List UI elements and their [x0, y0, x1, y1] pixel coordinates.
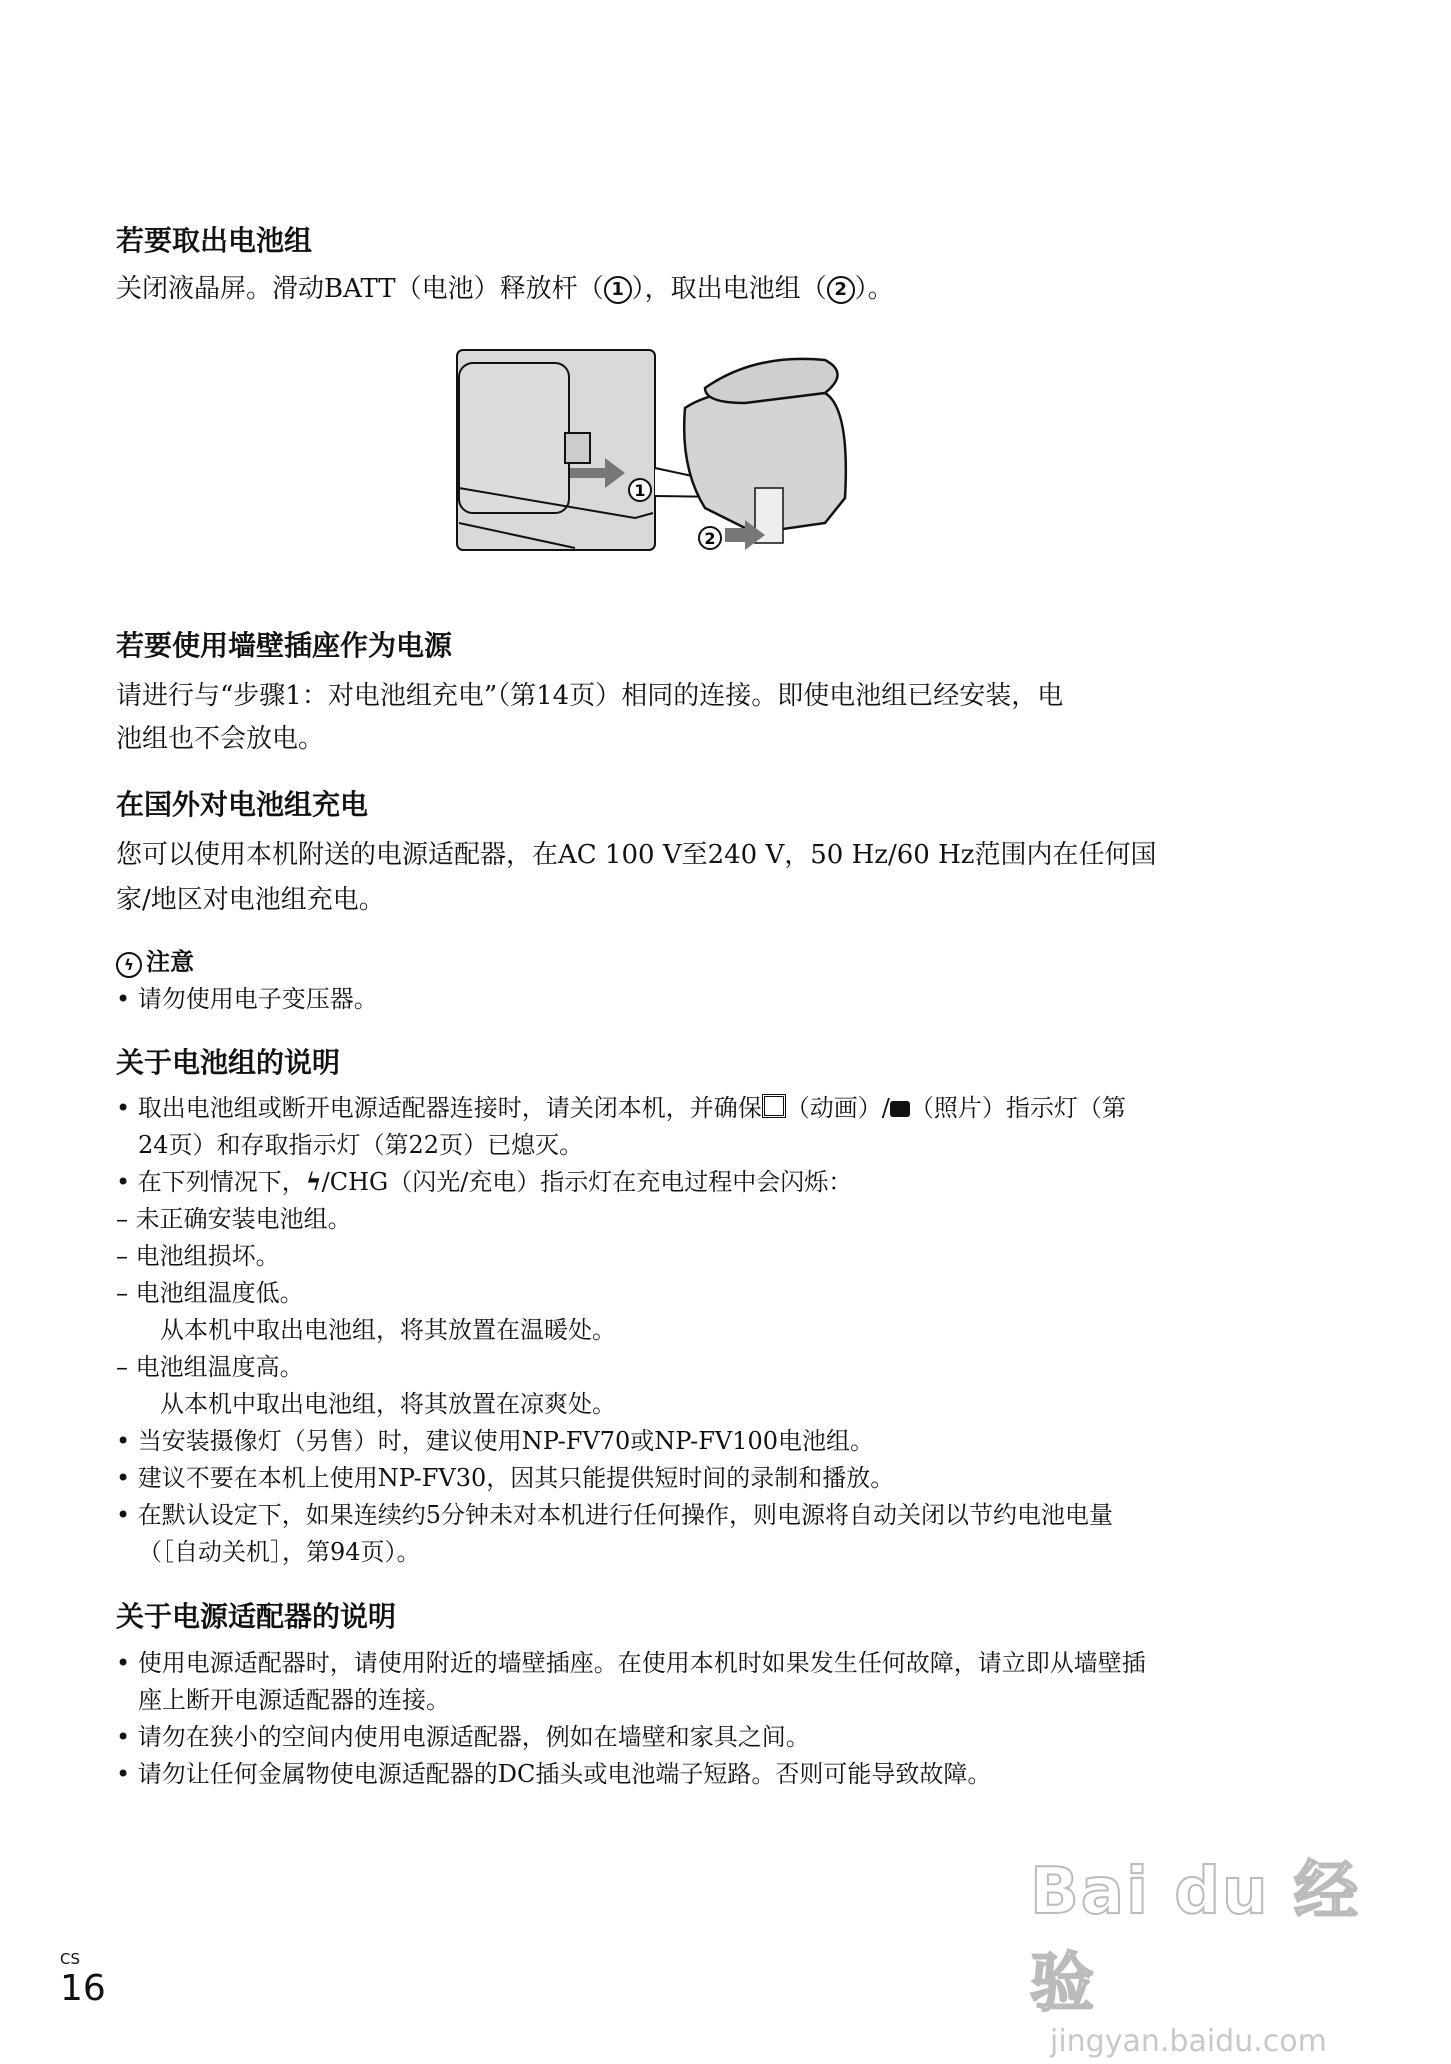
dash-item: – 电池组损坏。: [116, 1242, 280, 1270]
note-item: • 请勿使用电子变压器。: [116, 985, 378, 1013]
note-heading: [116, 945, 194, 979]
dash-item: – 电池组温度高。: [116, 1353, 304, 1381]
heading-adaptor-notes: 关于电源适配器的说明: [116, 1600, 397, 1633]
figure-callout-2: 2: [704, 529, 716, 548]
watermark-brand: Bai du 经验: [1030, 1855, 1360, 2021]
dash-item: – 未正确安装电池组。: [116, 1205, 352, 1233]
dash-item-cont: 从本机中取出电池组，将其放置在温暖处。: [160, 1316, 616, 1344]
bullet: [116, 1165, 852, 1199]
text: • 取出电池组或断开电源适配器连接时，请关闭本机，并确保: [116, 1094, 762, 1122]
bullet-cont: （［自动关机］，第94页）。: [138, 1538, 421, 1566]
text: 关闭液晶屏。滑动BATT（电池）释放杆（: [116, 274, 604, 304]
caution-icon: ϟ: [116, 952, 142, 978]
bullet: • 请勿让任何金属物使电源适配器的DC插头或电池端子短路。否则可能导致故障。: [116, 1760, 992, 1788]
camera-icon: [890, 1101, 910, 1117]
dash-item-cont: 从本机中取出电池组，将其放置在凉爽处。: [160, 1390, 616, 1418]
text: • 在下列情况下，: [116, 1168, 306, 1196]
battery-removal-illustration: [455, 348, 985, 558]
note-title: 注意: [146, 948, 194, 976]
movie-icon: [762, 1094, 786, 1118]
bullet: • 当安装摄像灯（另售）时，建议使用NP-FV70或NP-FV100电池组。: [116, 1427, 874, 1455]
language-code: CS: [60, 1950, 80, 1968]
bullet: • 在默认设定下，如果连续约5分钟未对本机进行任何操作，则电源将自动关闭以节约电池电量: [116, 1501, 1114, 1529]
bullet: • 建议不要在本机上使用NP-FV30，因其只能提供短时间的录制和播放。: [116, 1464, 895, 1492]
heading-remove-battery: 若要取出电池组: [116, 224, 313, 257]
baidu-watermark: [1030, 1840, 1370, 2059]
text: （动画）/: [785, 1094, 890, 1122]
paragraph: [116, 272, 894, 306]
bullet-cont: 座上断开电源适配器的连接。: [138, 1686, 450, 1714]
watermark-url: jingyan.baidu.com: [1050, 2024, 1327, 2059]
callout-2: 2: [827, 276, 855, 304]
figure-callout-1: 1: [634, 481, 646, 500]
heading-charging-abroad: 在国外对电池组充电: [116, 788, 369, 821]
dash-item: – 电池组温度低。: [116, 1279, 304, 1307]
text: （照片）指示灯（第: [909, 1094, 1126, 1122]
bullet: • 使用电源适配器时，请使用附近的墙壁插座。在使用本机时如果发生任何故障，请立即从墙壁插: [116, 1649, 1146, 1677]
heading-battery-notes: 关于电池组的说明: [116, 1046, 341, 1079]
paragraph-line: 请进行与“步骤1：对电池组充电”（第14页）相同的连接。即使电池组已经安装，电: [116, 681, 1064, 711]
bullet: • 请勿在狭小的空间内使用电源适配器，例如在墙壁和家具之间。: [116, 1723, 810, 1751]
callout-1: 1: [604, 276, 632, 304]
text: ）。: [854, 274, 894, 304]
text: /CHG（闪光/充电）指示灯在充电过程中会闪烁：: [321, 1168, 853, 1196]
heading-wall-outlet: 若要使用墙壁插座作为电源: [116, 629, 453, 662]
paragraph-line: 池组也不会放电。: [116, 724, 325, 754]
page-number: 16: [60, 1968, 106, 2009]
paragraph-line: 您可以使用本机附送的电源适配器，在AC 100 V至240 V，50 Hz/60 Hz范围内在任何国: [116, 840, 1157, 870]
text: ），取出电池组（: [631, 274, 827, 304]
flash-icon: ϟ: [305, 1167, 322, 1196]
paragraph-line: 家/地区对电池组充电。: [116, 885, 385, 915]
bullet-cont: 24页）和存取指示灯（第22页）已熄灭。: [138, 1131, 584, 1159]
bullet: [116, 1091, 1126, 1125]
